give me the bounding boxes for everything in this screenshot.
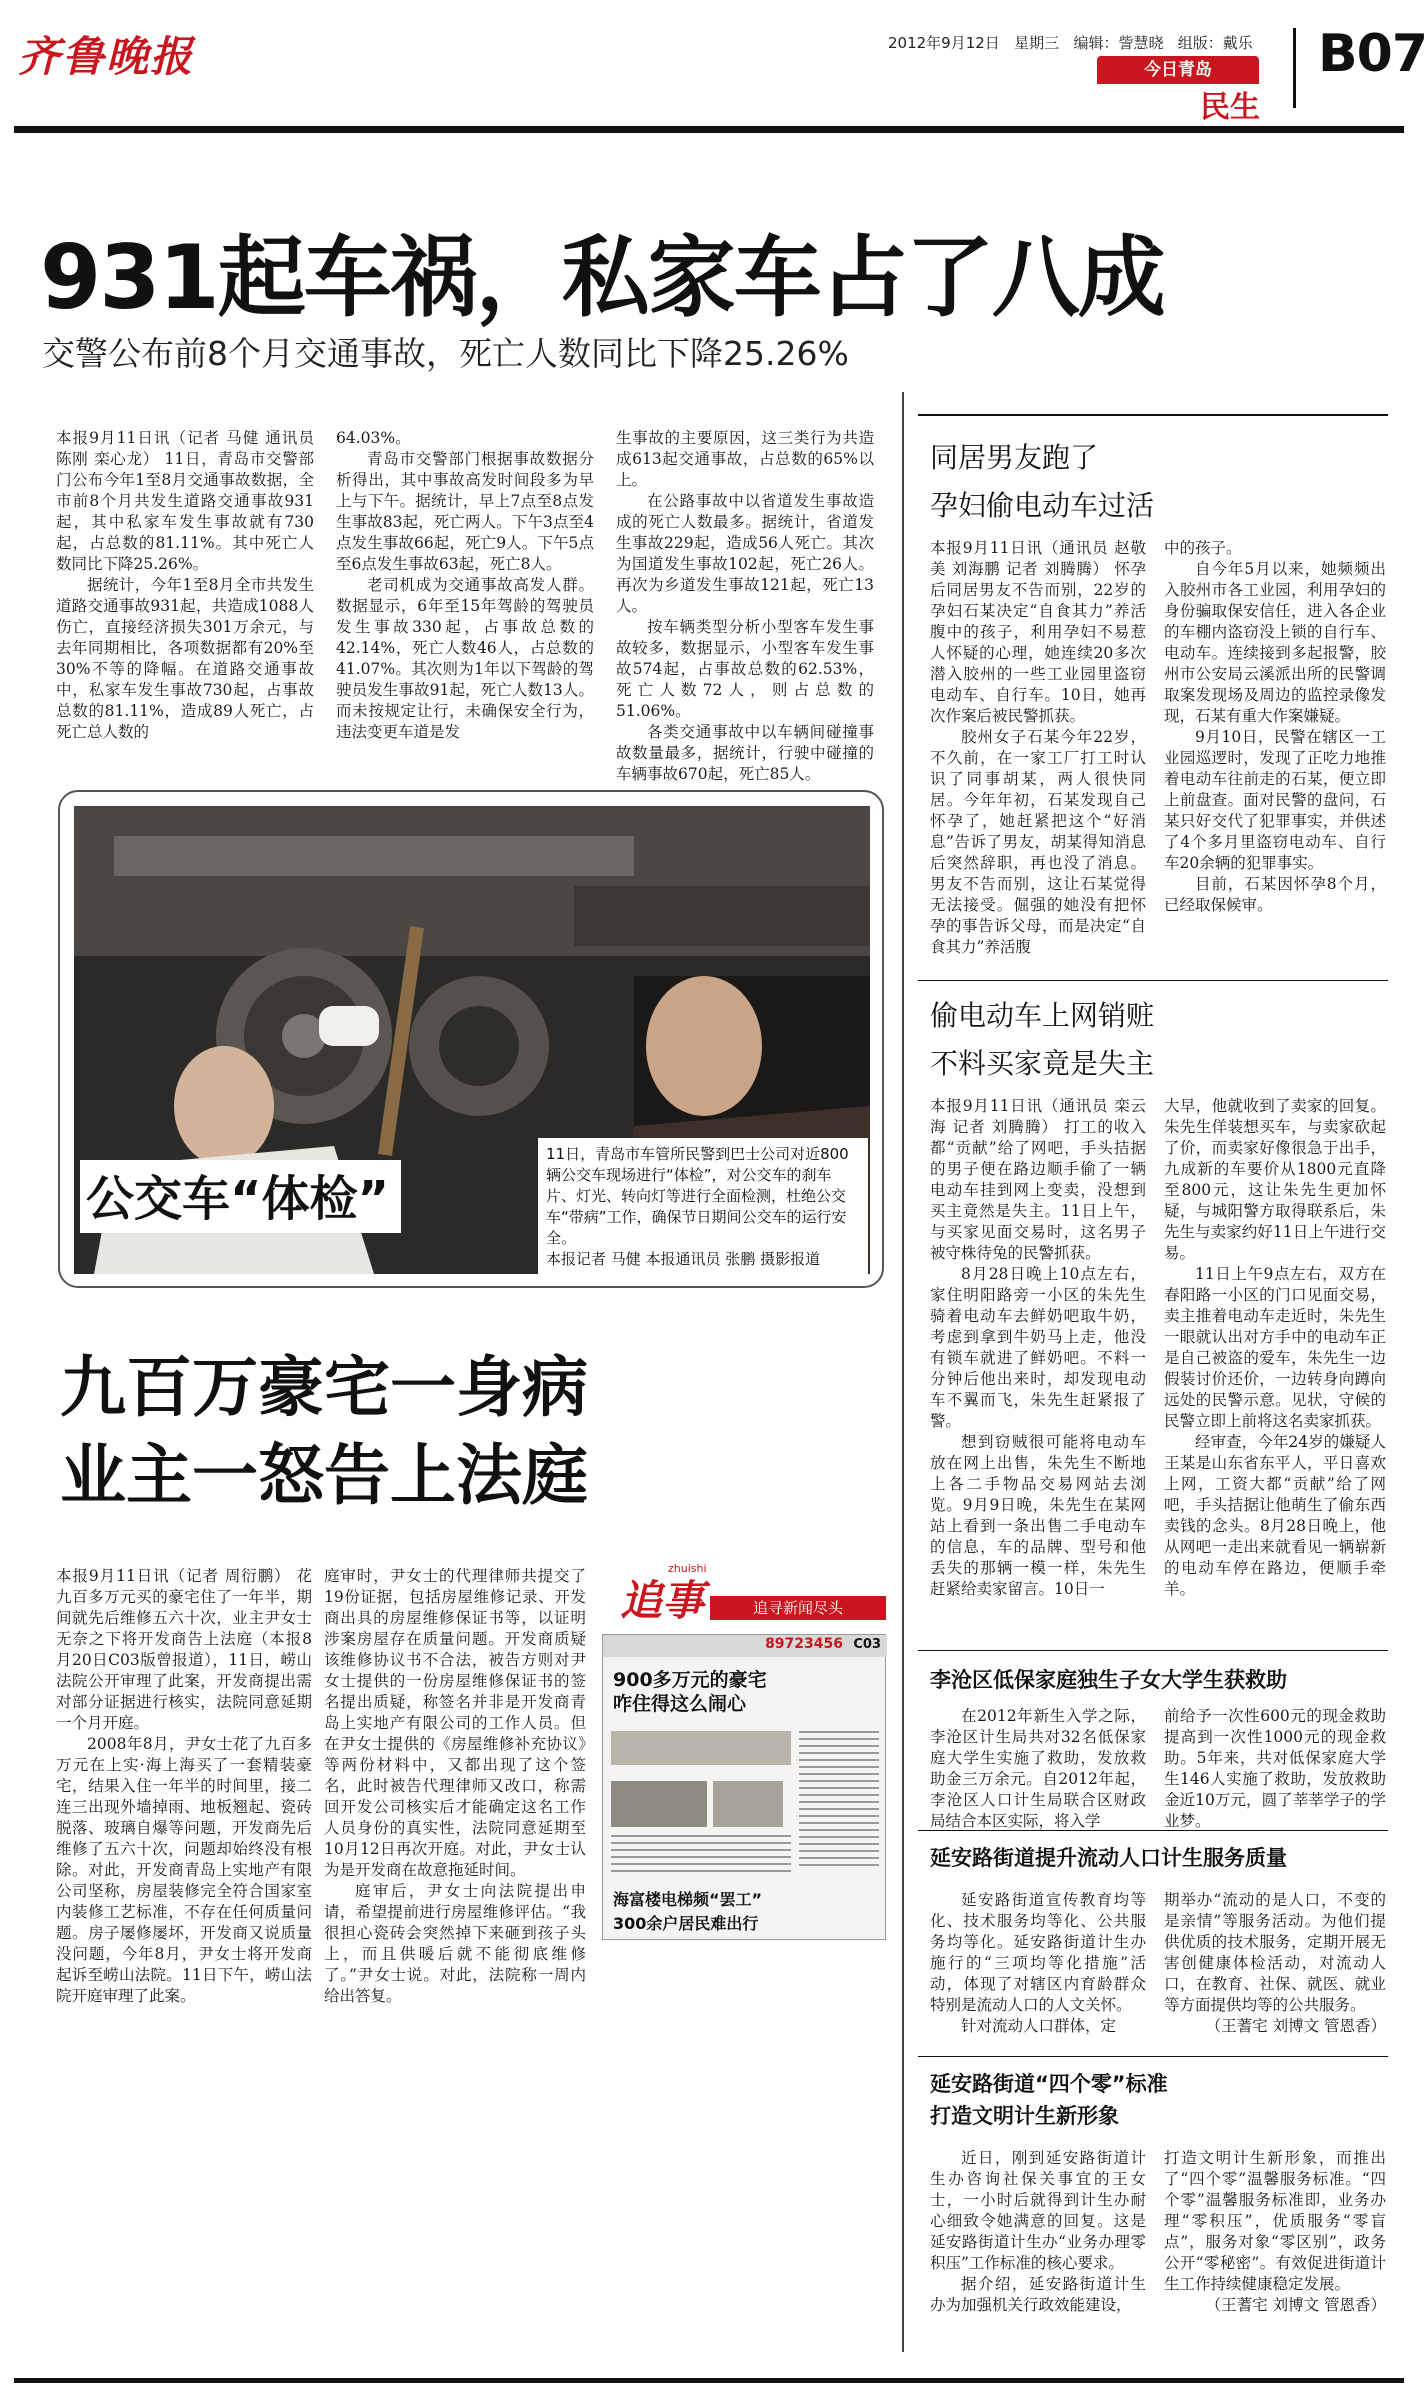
paragraph: 各类交通事故中以车辆间碰撞事故数量最多，据统计，行驶中碰撞的车辆事故670起，死亡85人。	[616, 723, 874, 783]
thumb-text-block	[799, 1731, 879, 1871]
masthead-rule	[14, 126, 1404, 133]
photo-credit: 本报记者 马健 本报通讯员 张鹏 摄影报道	[546, 1250, 821, 1268]
thumb-photo	[713, 1781, 783, 1827]
lead-col-1	[56, 428, 314, 764]
thumb-headline-1: 900多万元的豪宅	[613, 1669, 767, 1691]
paragraph: 按车辆类型分析小型客车发生事故较多，数据显示，小型客车发生事故574起，占事故总数的62.53%，死亡人数72人，则占总数的51.06%。	[616, 618, 874, 720]
paragraph: 期举办“流动的是人口，不变的是亲情”等服务活动。为他们提供优质的技术服务，定期开展无害创健康体检活动，对流动人口，在教育、社保、就医、就业等方面提供均等的公共服务。	[1164, 1891, 1386, 2014]
photo-caption: 11日，青岛市车管所民警到巴士公司对近800辆公交车现场进行“体检”，对公交车的刹车片、灯光、转向灯等进行全面检测，杜绝公交车“带病”工作，确保节日期间公交车的运行安全。	[546, 1145, 849, 1247]
paragraph: 打造文明计生新形象，而推出了“四个零”温馨服务标准。“四个零”温馨服务标准即，业务办理“零积压”，优质服务“零盲点”，服务对象“零区别”，政务公开“零秘密”。有效促进街道计生工作持续健康稳定发展。	[1164, 2149, 1386, 2293]
thumb-headline-4: 300余户居民难出行	[613, 1914, 759, 1933]
zhuishi-logo	[620, 1562, 890, 1628]
paragraph: 据统计，今年1至8月全市共发生道路交通事故931起，共造成1088人伤亡，直接经济损失301万余元，与去年同期相比，各项数据都有20%至30%不等的降幅。在道路交通事故中，私家车发生事故730起，占事故总数的81.11%，造成89人死亡，占死亡总人数的	[56, 576, 314, 741]
paragraph: 延安路街道宣传教育均等化、技术服务均等化、公共服务均等化。延安路街道计生办施行的“三项均等化措施”活动，体现了对辖区内育龄群众特别是流动人口的人文关怀。	[930, 1891, 1146, 2014]
paragraph: 庭审时，尹女士的代理律师共提交了19份证据，包括房屋维修记录、开发商出具的房屋维修保证书等，以证明涉案房屋存在质量问题。开发商质疑该维修协议书不合法，被告方则对尹女士提供的一份房屋维修保证书的签名提出质疑，称签名并非是开发商青岛上实地产有限公司的工作人员。但在尹女士提供的《房屋维修补充协议》等两份材料中，又都出现了这个签名，此时被告代理律师又改口，称需回开发公司核实后才能确定这名工作人员身份的真实性，法院同意延期至10月12日再次开庭。对此，尹女士认为是开发商在故意拖延时间。	[324, 1567, 586, 1879]
s2-col-1	[930, 1096, 1146, 1620]
s2-title-2: 不料买家竟是失主	[930, 1047, 1155, 1080]
paragraph: 在公路事故中以省道发生事故造成的死亡人数最多。据统计，省道发生事故229起，造成56人死亡。其次为国道发生事故102起，死亡26人。再次为乡道发生事故121起，死亡13人。	[616, 492, 874, 615]
weekday-text: 星期三	[1014, 34, 1060, 52]
section-divider	[1293, 28, 1296, 108]
lead-col-3	[616, 428, 874, 783]
paragraph: 11日上午9点左右，双方在春阳路一小区的门口见面交易，卖主推着电动车走近时，朱先生一眼就认出对方手中的电动车正是自己被盗的爱车，朱先生一边假装讨价还价，一边转身向蹲向远处的民警示意。见状，守候的民警立即上前将这名卖家抓获。	[1164, 1265, 1386, 1430]
section-rule	[918, 1830, 1388, 1831]
lead-col-2	[336, 428, 594, 764]
paragraph: 本报9月11日讯（通讯员 栾云海 记者 刘腾腾） 打工的收入都“贡献”给了网吧，手头拮据的男子便在路边顺手偷了一辆电动车挂到网上变卖，没想到买主竟然是失主。11日上午，与买家见面交易时，这名男子被守株待兔的民警抓获。	[930, 1097, 1146, 1262]
section-name: 民生	[1200, 90, 1260, 125]
section-rule	[918, 2056, 1388, 2057]
section-rule	[918, 1650, 1388, 1651]
s1-col-2	[1164, 538, 1386, 1000]
section-rule	[918, 414, 1388, 416]
zhuishi-pinyin: zhuishi	[668, 1562, 707, 1575]
s4-col-1	[930, 1890, 1146, 2040]
thumb-photo	[611, 1731, 791, 1765]
paragraph: 针对流动人口群体，定	[961, 2017, 1117, 2035]
thumb-topbar	[603, 1635, 887, 1657]
zhuishi-slogan: 追寻新闻尽头	[710, 1596, 886, 1620]
photo-story-frame	[58, 790, 884, 1288]
newspaper-logo: 齐鲁晚报	[18, 32, 195, 81]
s1-title-1: 同居男友跑了	[930, 441, 1099, 474]
thumb-headline-3: 海富楼电梯频“罢工”	[613, 1890, 763, 1909]
section-tab: 今日青岛	[1097, 56, 1259, 84]
paragraph: 8月28日晚上10点左右，家住明阳路旁一小区的朱先生骑着电动车去鲜奶吧取牛奶，考虑到拿到牛奶马上走，他没有锁车就进了鲜奶吧。不料一分钟后他出来时，却发现电动车不翼而飞，朱先生赶紧报了警。	[930, 1265, 1146, 1430]
zhuishi-promo	[596, 1562, 896, 1944]
thumb-headline-2: 咋住得这么闹心	[613, 1693, 747, 1715]
section-rule	[918, 980, 1388, 981]
paragraph: 自今年5月以来，她频频出入胶州市各工业园，利用孕妇的身份骗取保安信任，进入各企业的车棚内盗窃没上锁的自行车、电动车。连续接到多起报警，胶州市公安局云溪派出所的民警调取案发现场及周边的监控录像发现，石某有重大作案嫌疑。	[1164, 560, 1386, 725]
s5-col-1	[930, 2148, 1146, 2348]
photo-story-title: 公交车“体检”	[80, 1160, 401, 1233]
newspaper-thumbnail	[602, 1634, 886, 1940]
s3-col-2	[1164, 1706, 1386, 1830]
paragraph: 前给予一次性600元的现金救助提高到一次性1000元的现金救助。5年来，共对低保家庭大学生146人实施了救助，发放救助金近10万元，圆了莘莘学子的学业梦。	[1164, 1707, 1386, 1830]
paragraph: 经审查，今年24岁的嫌疑人王某是山东省东平人，平日喜欢上网，工资大都“贡献”给了网吧，手头拮据让他萌生了偷东西卖钱的念头。8月28日晚上，他从网吧一走出来就看见一辆崭新的电动车停在路边，便顺手牵羊。	[1164, 1433, 1386, 1598]
s5-col-2	[1164, 2148, 1386, 2348]
paragraph: 本报9月11日讯（记者 马健 通讯员 陈刚 栾心龙） 11日，青岛市交警部门公布今年1至8月交通事故数据，全市前8个月共发生道路交通事故931起，其中私家车发生事故就有730起，占总数的81.11%。其中死亡人数同比下降25.26%。	[56, 429, 314, 573]
story2-col-1	[56, 1566, 312, 2346]
thumb-hotline: 89723456	[765, 1636, 843, 1652]
masthead	[0, 0, 1427, 125]
s2-col-2	[1164, 1096, 1386, 1620]
paragraph: 青岛市交警部门根据事故数据分析得出，其中事故高发时间段多为早上与下午。据统计，早上7点至8点发生事故83起，死亡两人。下午3点至4点发生事故66起，死亡9人。下午5点至6点发生事故63起，死亡8人。	[336, 450, 594, 573]
thumb-text-block	[611, 1835, 791, 1875]
thumb-photo	[611, 1781, 707, 1827]
s3-col-1	[930, 1706, 1146, 1830]
paragraph: 想到窃贼很可能将电动车放在网上出售，朱先生不断地上各二手物品交易网站去浏览。9月9日晚，朱先生在某网站上看到一条出售二手电动车的信息，车的品牌、型号和他丢失的那辆一模一样，朱先生赶紧给卖家留言。10日一	[930, 1433, 1146, 1598]
editor-text: 编辑：訾慧晓	[1073, 34, 1164, 52]
byline: （王蓍宅 刘博文 管恩香）	[1205, 2296, 1386, 2314]
paragraph: 9月10日，民警在辖区一工业园巡逻时，发现了正吃力地推着电动车往前走的石某，便立即上前盘查。面对民警的盘问，石某只好交代了犯罪事实，并供述了4个多月里盗窃电动车、自行车20余辆的犯罪事实。	[1164, 728, 1386, 872]
s5-title-2: 打造文明计生新形象	[930, 2104, 1119, 2128]
paragraph: 2008年8月，尹女士花了九百多万元在上实·海上海买了一套精装豪宅，结果入住一年半的时间里，接二连三出现外墙掉雨、地板翘起、瓷砖脱落、玻璃自爆等问题，开发商先后维修了五六十次，问题却始终没有根除。对此，开发商青岛上实地产有限公司坚称，房屋装修完全符合国家室内装修工艺标准，不存在任何质量问题。房子屡修屡坏，开发商又说质量没问题，今年8月，尹女士将开发商起诉至崂山法院。11日下午，崂山法院开庭审理了此案。	[56, 1735, 312, 2005]
issue-date	[888, 32, 1253, 53]
lead-subhead: 交警公布前8个月交通事故，死亡人数同比下降25.26%	[42, 334, 849, 373]
paragraph: 本报9月11日讯（记者 周衍鹏） 花九百多万元买的豪宅住了一年半，期间就先后维修五六十次，业主尹女士无奈之下将开发商告上法庭（本报8月20日C03版曾报道），11日，崂山法院公开审理了此案，开发商提出需对部分证据进行核实，法院同意延期一个月开庭。	[56, 1567, 312, 1732]
paragraph: 64.03%。	[336, 429, 411, 447]
s1-col-1	[930, 538, 1146, 1000]
zhuishi-logo-text: 追事	[620, 1576, 705, 1625]
layout-text: 组版：戴乐	[1177, 34, 1253, 52]
story2-headline-2: 业主一怒告上法庭	[60, 1437, 588, 1514]
s2-title-1: 偷电动车上网销赃	[930, 999, 1155, 1032]
paragraph: 老司机成为交通事故高发人群。数据显示，6年至15年驾龄的驾驶员发生事故330起，占事故总数的42.14%，死亡人数46人，占总数的41.07%。其次则为1年以下驾龄的驾驶员发生事故91起，死亡人数13人。而未按规定让行，未确保安全行为，违法变更车道是发	[336, 576, 594, 741]
s3-title: 李沧区低保家庭独生子女大学生获救助	[930, 1668, 1287, 1692]
paragraph: 庭审后，尹女士向法院提出申请，希望提前进行房屋维修评估。“我很担心瓷砖会突然掉下来砸到孩子头上，而且供暖后就不能彻底维修了。”尹女士说。对此，法院称一周内给出答复。	[324, 1882, 586, 2005]
s4-col-2	[1164, 1890, 1386, 2040]
s1-title-2: 孕妇偷电动车过活	[930, 489, 1155, 522]
photo-caption-box	[538, 1138, 868, 1276]
paragraph: 近日，刚到延安路街道计生办咨询社保关事宜的王女士，一小时后就得到计生办耐心细致令她满意的回复。这是延安路街道计生办“业务办理零积压”工作标准的核心要求。	[930, 2149, 1146, 2272]
paragraph: 本报9月11日讯（通讯员 赵敬美 刘海鹏 记者 刘腾腾） 怀孕后同居男友不告而别，22岁的孕妇石某决定“自食其力”养活腹中的孩子，利用孕妇不易惹人怀疑的心理，她连续20多次潜入胶州的一些工业园里盗窃电动车、自行车。10日，她再次作案后被民警抓获。	[930, 539, 1146, 725]
thumb-page: C03	[853, 1637, 881, 1652]
paragraph: 生事故的主要原因，这三类行为共造成613起交通事故，占总数的65%以上。	[616, 429, 874, 489]
paragraph: 目前，石某因怀孕8个月，已经取保候审。	[1164, 875, 1386, 914]
date-text: 2012年9月12日	[888, 34, 1000, 52]
paragraph: 在2012年新生入学之际，李沧区计生局共对32名低保家庭大学生实施了救助，发放救助金三万余元。自2012年起，李沧区人口计生局联合区财政局结合本区实际，将入学	[930, 1707, 1146, 1830]
story2-headline-1: 九百万豪宅一身病	[60, 1349, 588, 1426]
byline: （王蓍宅 刘博文 管恩香）	[1205, 2017, 1386, 2035]
right-column-divider	[902, 392, 904, 2352]
paragraph: 据介绍，延安路街道计生办为加强机关行政效能建设，	[930, 2275, 1146, 2314]
lead-headline: 931起车祸，私家车占了八成	[40, 226, 1164, 329]
story2-col-2	[324, 1566, 586, 2346]
paragraph: 中的孩子。	[1164, 539, 1242, 557]
paragraph: 胶州女子石某今年22岁，不久前，在一家工厂打工时认识了同事胡某，两人很快同居。今年年初，石某发现自己怀孕了，她赶紧把这个“好消息”告诉了男友，胡某得知消息后突然辞职，再也没了消息。男友不告而别，这让石某觉得无法接受。倔强的她没有把怀孕的事告诉父母，而是决定“自食其力”养活腹	[930, 728, 1146, 956]
paragraph: 大早，他就收到了卖家的回复。朱先生佯装想买车，与卖家砍起了价，而卖家好像很急于出手，九成新的车要价从1800元直降至800元，这让朱先生更加怀疑，与城阳警方取得联系后，朱先生与卖家约好11日上午进行交易。	[1164, 1097, 1386, 1262]
bottom-rule	[14, 2378, 1404, 2383]
s5-title-1: 延安路街道“四个零”标准	[930, 2072, 1168, 2096]
s4-title: 延安路街道提升流动人口计生服务质量	[930, 1846, 1287, 1870]
page-number: B07	[1318, 24, 1427, 84]
